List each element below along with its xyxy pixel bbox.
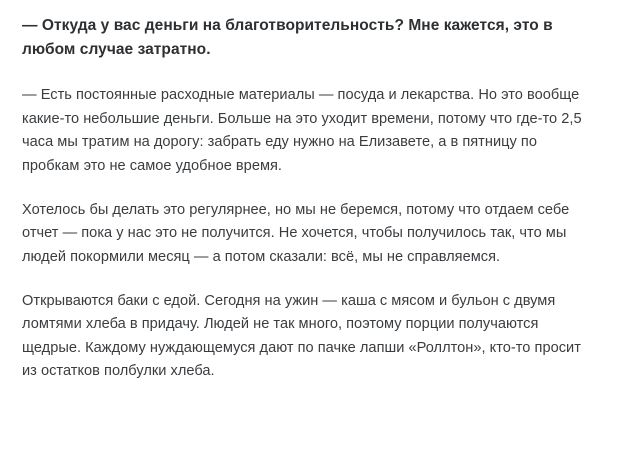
article-paragraph: — Есть постоянные расходные материалы — посуда и лекарства. Но это вообще какие-то небольшие деньги. Больше на это уходит времени, потому что где-то 2,5 часа мы тратим на дорогу: забрать еду нужно на Елизавете, а в пятницу по пробкам это не самое удобное время.: [22, 87, 582, 174]
interview-question: — Откуда у вас деньги на благотворительность? Мне кажется, это в любом случае затратно.: [22, 17, 553, 59]
article-paragraph: Открываются баки с едой. Сегодня на ужин — каша с мясом и бульон с двумя ломтями хлеба в придачу. Людей не так много, поэтому порции получаются щедрые. Каждому нуждающемуся дают по пачке лапши «Роллтон», кто-то просит из остатков полбулки хлеба.: [22, 292, 581, 380]
article-paragraph: Хотелось бы делать это регулярнее, но мы не беремся, потому что отдаем себе отчет — пока у нас это не получится. Не хочется, чтобы получилось так, что мы людей покормили месяц — а потом сказали: всё, мы не справляемся.: [22, 201, 570, 265]
